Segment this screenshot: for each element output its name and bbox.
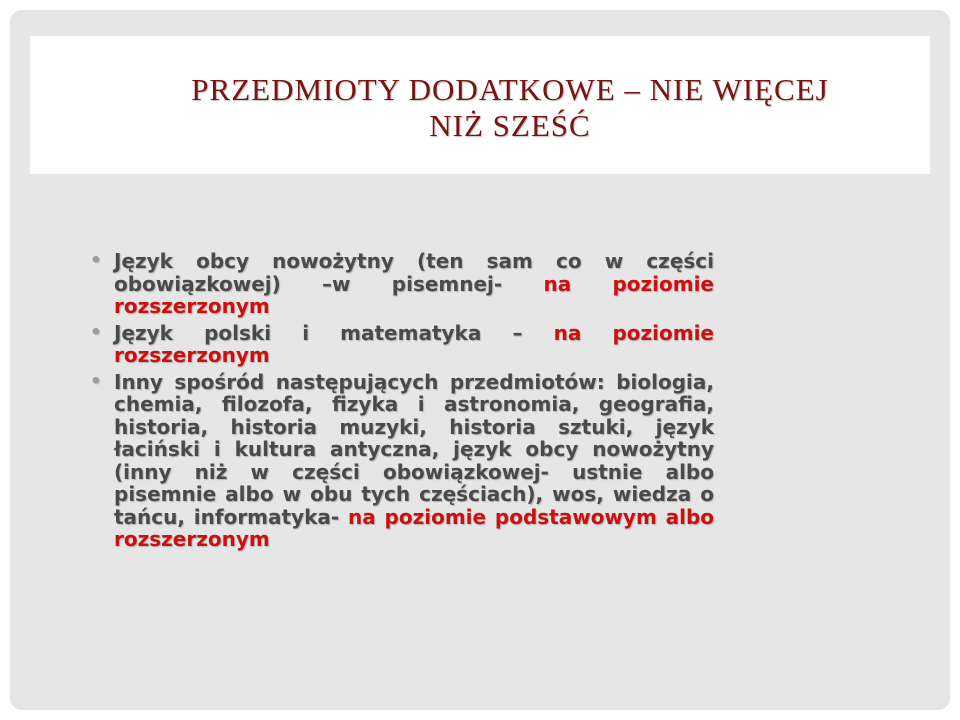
bullet-icon: • — [90, 321, 102, 343]
bullet-3-text: Inny spośród następujących przedmiotów: biologia, chemia, filozofa, fizyka i astronomia, geografia, historia, historia muzyki, historia sztuki, język łaciński i kultura antyczna, język obcy nowożytny (inny niż w części obowiązkowej- ustnie albo pisemnie albo w obu tych częściach), wos, wiedza o tańcu, informatyka- — [114, 369, 714, 529]
bullet-item-3 — [86, 371, 714, 551]
bullet-2-text: Język polski i matematyka – — [114, 320, 554, 345]
bullet-icon: • — [90, 250, 102, 271]
slide-title-line-1: PRZEDMIOTY DODATKOWE – NIE WIĘCEJ — [191, 72, 829, 107]
bullet-1-highlight: na poziomie rozszerzonym — [114, 271, 714, 318]
bullet-1-text: Język obcy nowożytny (ten sam co w części obowiązkowej) –w pisemnej- — [114, 249, 714, 296]
bullet-2-highlight: na poziomie rozszerzonym — [114, 320, 714, 367]
slide — [10, 10, 950, 710]
bullet-item-2 — [86, 322, 714, 367]
bullet-icon: • — [90, 370, 102, 392]
bullet-item-1 — [86, 250, 714, 318]
bullet-list — [86, 250, 714, 555]
bullet-3-highlight: na poziomie podstawowym albo rozszerzonym — [114, 504, 714, 551]
slide-title-line-2: NIŻ SZEŚĆ — [429, 108, 591, 143]
slide-title — [150, 72, 870, 144]
